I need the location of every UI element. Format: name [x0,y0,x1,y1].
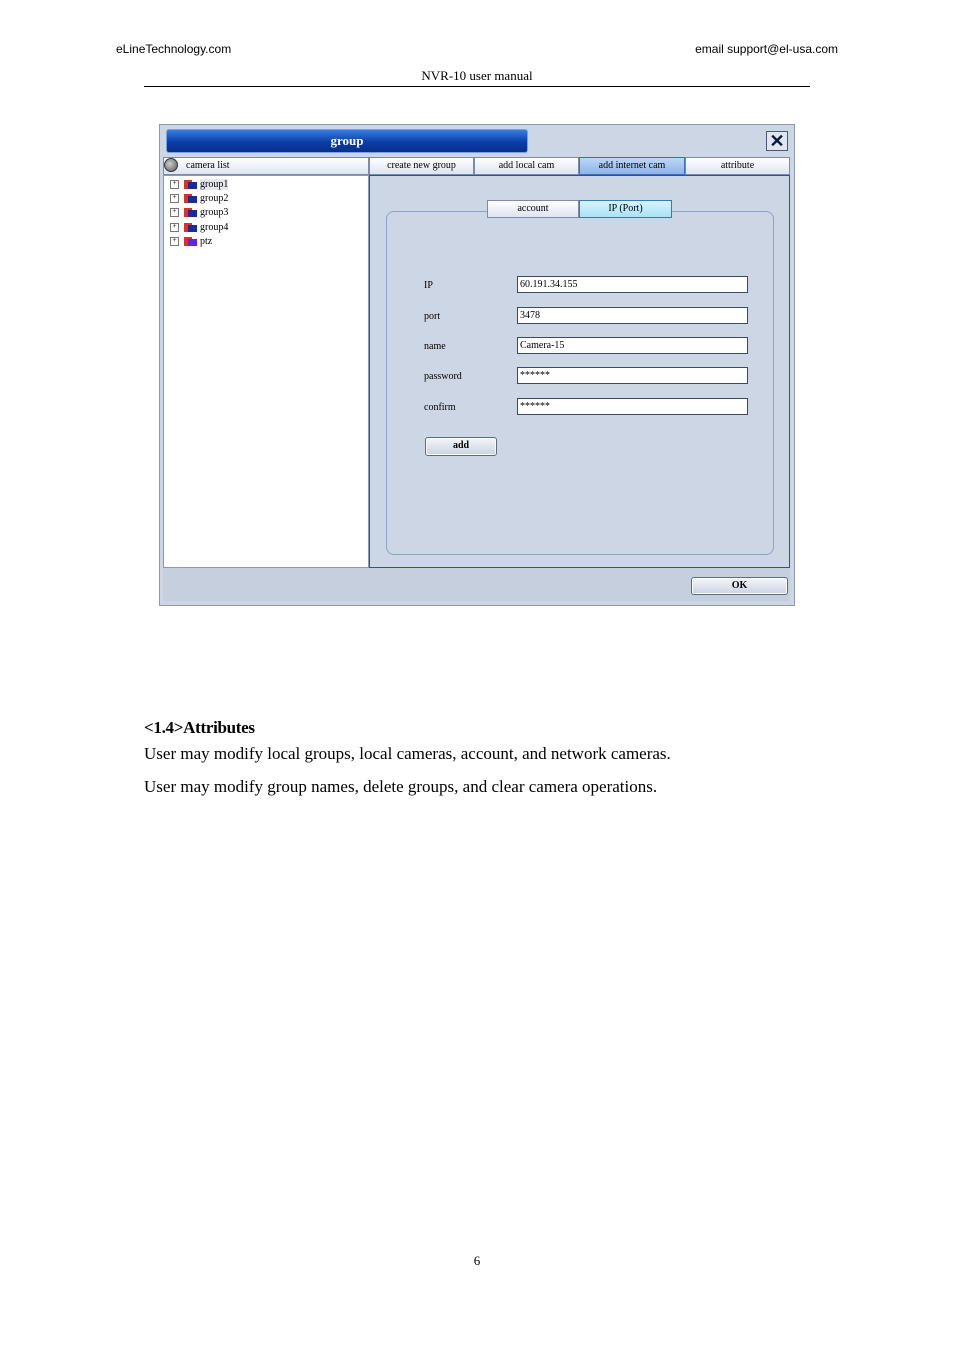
tree-item-group1[interactable] [170,178,228,191]
tree-item-label: group1 [200,179,229,190]
port-label: port [424,311,441,322]
header-site: eLineTechnology.com [116,42,232,56]
tab-camera-list[interactable]: camera list [163,157,369,175]
section-paragraph-1: User may modify local groups, local cameras, account, and network cameras. [144,744,671,763]
camera-tree-panel [163,175,369,568]
tree-item-label: ptz [200,236,213,247]
close-icon[interactable]: ✕ [766,131,788,151]
ptz-camera-icon [184,237,197,246]
expand-icon[interactable]: + [170,208,179,217]
camera-folder-icon [184,180,197,189]
tree-item-label: group3 [200,207,229,218]
section-heading: <1.4>Attributes [144,718,255,737]
page-number: 6 [473,1253,481,1268]
password-label: password [424,371,462,382]
header-rule [144,86,810,87]
expand-icon[interactable]: + [170,237,179,246]
name-input[interactable]: Camera-15 [517,337,748,354]
camera-folder-icon [184,194,197,203]
tree-item-label: group2 [200,193,229,204]
add-internet-cam-panel [369,175,790,568]
tab-create-new-group[interactable]: create new group [369,157,474,175]
ok-button[interactable]: OK [691,577,788,595]
tab-add-local-cam[interactable]: add local cam [474,157,579,175]
tree-item-ptz[interactable] [170,235,212,248]
tab-attribute[interactable]: attribute [685,157,790,175]
radio-button-icon[interactable] [164,158,178,172]
tree-item-group3[interactable] [170,206,228,219]
name-label: name [424,341,446,352]
tab-add-internet-cam[interactable]: add internet cam [579,157,685,175]
dialog-title: group [166,129,528,153]
tree-item-group2[interactable] [170,192,228,205]
ip-input[interactable]: 60.191.34.155 [517,276,748,293]
tree-item-group4[interactable] [170,221,228,234]
expand-icon[interactable]: + [170,194,179,203]
camera-folder-icon [184,223,197,232]
confirm-label: confirm [424,402,456,413]
port-input[interactable]: 3478 [517,307,748,324]
expand-icon[interactable]: + [170,180,179,189]
ip-label: IP [424,280,433,291]
camera-folder-icon [184,208,197,217]
header-email: email support@el-usa.com [695,42,838,56]
add-button[interactable]: add [425,437,497,456]
password-input[interactable]: ****** [517,367,748,384]
section-paragraph-2: User may modify group names, delete groups, and clear camera operations. [144,777,658,796]
expand-icon[interactable]: + [170,223,179,232]
confirm-password-input[interactable]: ****** [517,398,748,415]
subtab-account[interactable]: account [487,200,579,218]
group-dialog-screenshot [159,124,795,606]
subtab-ip-port[interactable]: IP (Port) [579,200,672,218]
header-doc-title: NVR-10 user manual [421,68,533,83]
tree-item-label: group4 [200,222,229,233]
